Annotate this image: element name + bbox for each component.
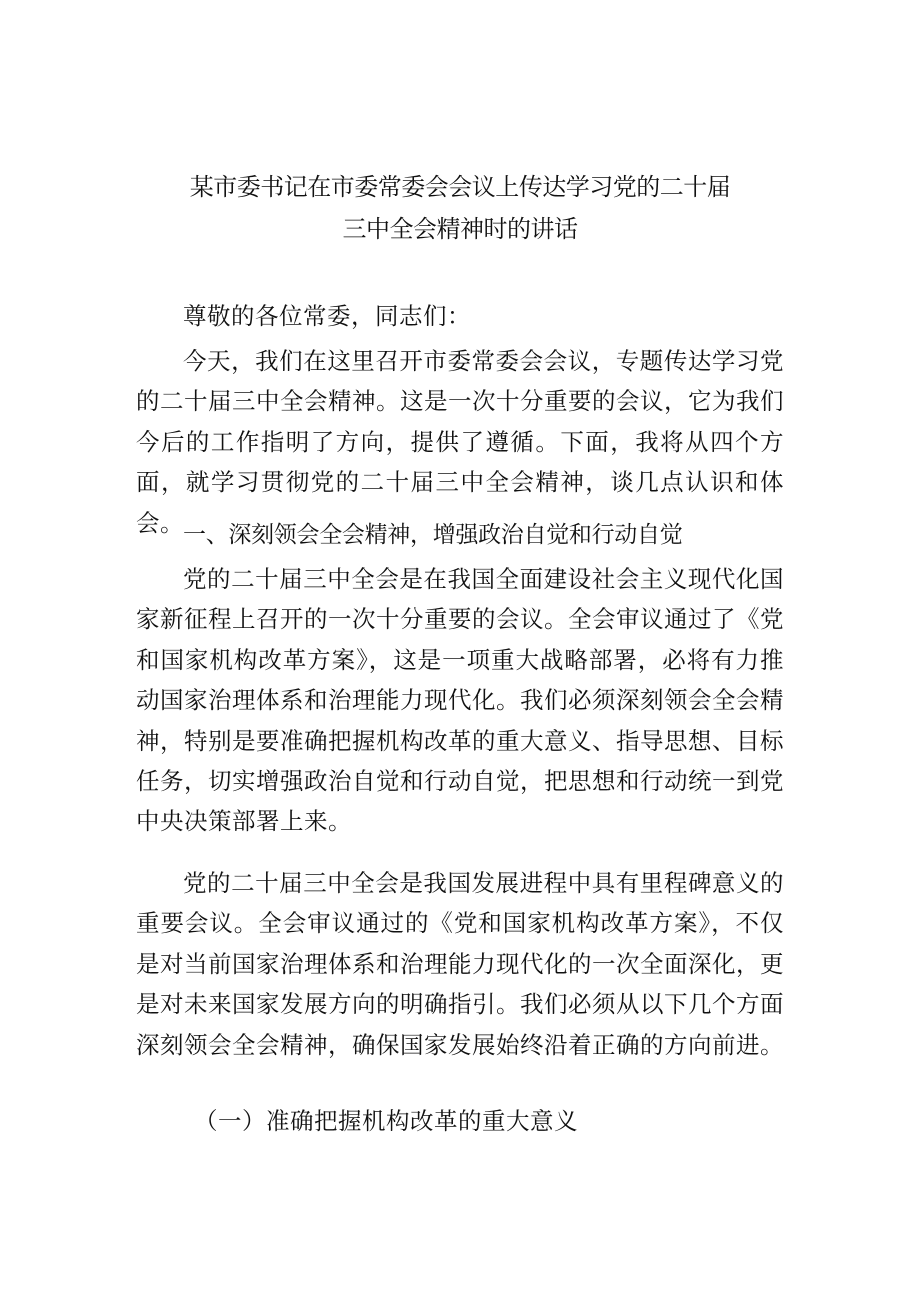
salutation: 尊敬的各位常委，同志们： [183,302,471,330]
subsection-heading-1: （一）准确把握机构改革的重大意义 [194,1107,578,1135]
paragraph-section1-a: 党的二十届三中全会是在我国全面建设社会主义现代化国家新征程上召开的一次十分重要的会议。全会审议通过了《党和国家机构改革方案》，这是一项重大战略部署，必将有力推动国家治理体系和治理能力现代化。我们必须深刻领会全会精神，特别是要准确把握机构改革的重大意义、指导思想、目标任务，切实增强政治自觉和行动自觉，把思想和行动统一到党中央决策部署上来。 [136,565,784,836]
paragraph-section1-b: 党的二十届三中全会是我国发展进程中具有里程碑意义的重要会议。全会审议通过的《党和国家机构改革方案》，不仅是对当前国家治理体系和治理能力现代化的一次全面深化，更是对未来国家发展方向的明确指引。我们必须从以下几个方面深刻领会全会精神，确保国家发展始终沿着正确的方向前进。 [136,869,784,1059]
document-title-line-1: 某市委书记在市委常委会会议上传达学习党的二十届 [189,173,731,201]
document-title-line-2: 三中全会精神时的讲话 [342,215,578,243]
paragraph-intro: 今天，我们在这里召开市委常委会会议，专题传达学习党的二十届三中全会精神。这是一次十分重要的会议，它为我们今后的工作指明了方向，提供了遵循。下面，我将从四个方面，就学习贯彻党的二十届三中全会精神，谈几点认识和体会。 [136,347,784,537]
section-heading-1: 一、深刻领会全会精神，增强政治自觉和行动自觉 [183,522,683,548]
